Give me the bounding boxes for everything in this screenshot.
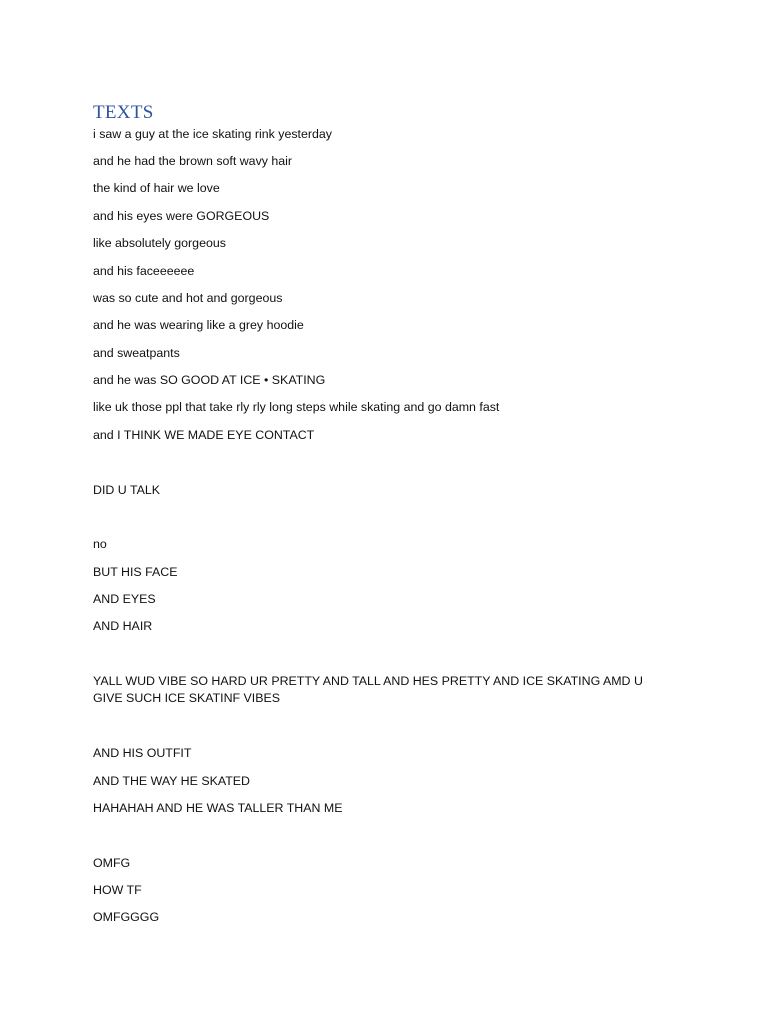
text-line: AND HIS OUTFIT [93,746,192,760]
text-line: like uk those ppl that take rly rly long steps while skating and go damn fast [93,400,500,414]
text-line: and his faceeeeee [93,264,195,278]
text-line: BUT HIS FACE [93,565,178,579]
text-line: and his eyes were GORGEOUS [93,209,270,223]
text-line: and I THINK WE MADE EYE CONTACT [93,428,315,442]
text-line: AND EYES [93,592,156,606]
text-line: and he was SO GOOD AT ICE • SKATING [93,373,326,387]
text-line: HAHAHAH AND HE WAS TALLER THAN ME [93,801,343,815]
text-line: i saw a guy at the ice skating rink yesterday [93,127,332,141]
text-line: AND THE WAY HE SKATED [93,774,250,788]
text-line: and he was wearing like a grey hoodie [93,318,304,332]
text-line: DID U TALK [93,483,161,497]
text-line: OMFGGGG [93,910,160,924]
text-line: OMFG [93,856,131,870]
document-title: TEXTS [93,102,154,123]
document-page [93,0,673,1024]
text-line: like absolutely gorgeous [93,236,226,250]
text-line: HOW TF [93,883,142,897]
text-paragraph: YALL WUD VIBE SO HARD UR PRETTY AND TALL AND HES PRETTY AND ICE SKATING AMD U GIVE SUCH ICE SKATINF VIBES [93,674,643,705]
text-line: the kind of hair we love [93,181,220,195]
text-line: was so cute and hot and gorgeous [93,291,283,305]
text-line: and sweatpants [93,346,180,360]
text-line: no [93,537,107,551]
text-line: AND HAIR [93,619,153,633]
text-line: and he had the brown soft wavy hair [93,154,293,168]
